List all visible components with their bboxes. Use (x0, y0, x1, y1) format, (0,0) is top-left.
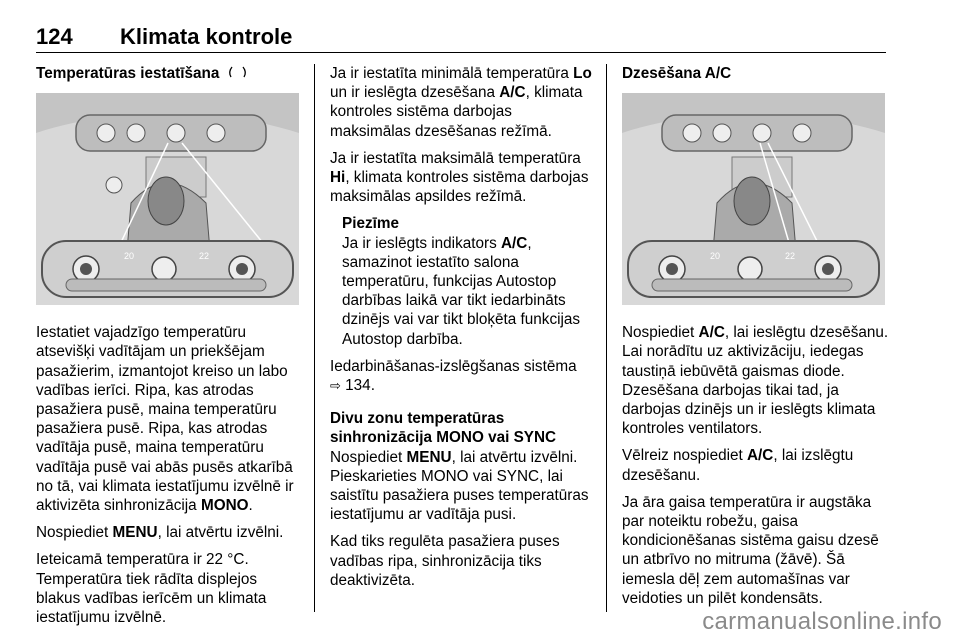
figure-display-right: 22 (199, 251, 210, 262)
column-divider-1 (314, 64, 315, 612)
note-box (342, 214, 594, 348)
paragraph: Nospiediet MENU, lai atvērtu izvēlni. (36, 524, 284, 542)
page-ref-arrow-icon: ⇨ (330, 378, 341, 394)
page-number: 124 (36, 24, 73, 49)
page-ref-link[interactable]: 134 (345, 377, 371, 395)
paragraph: Ja ir iestatīta minimālā temperatūra Lo un ir ieslēgta dzesēšana A/C, klimata kontroles sistēma darbojas maksimālas dzesēšanas režīmā. (330, 65, 592, 140)
column-3 (622, 64, 890, 616)
section-heading-sync: Divu zonu temperatūras sinhronizācija MONO vai SYNC (330, 410, 557, 447)
figure-climate-panel-2 (622, 93, 885, 305)
paragraph: Nospiediet MENU, lai atvērtu izvēlni. Pieskarieties MONO vai SYNC, lai saistītu pasažiera puses temperatūras iestatījumu ar vadītāja pusi. (330, 448, 589, 524)
watermark: carmanualsonline.info (702, 608, 942, 635)
section-heading-temperature: Temperatūras iestatīšana (36, 64, 304, 83)
section-heading-ac: Dzesēšana A/C (622, 65, 732, 82)
paragraph: Iestatiet vajadzīgo temperatūru atsevišķi vadītājam un priekšējam pasažierim, izmantojot kreiso un labo vadības ierīci. Ripa, kas atrodas pasažiera pusē, maina temperatūru pasažiera pusē. Ripa, kas atrodas vadītāja pusē, maina temperatūru vadītāja pusē vai abās pusēs atkarībā no tā, vai klimata iestatījumu izvēlnē ir aktivizēta sinhronizācija MONO. (36, 324, 294, 515)
chapter-title: Klimata kontrole (120, 24, 293, 49)
column-1 (36, 64, 304, 635)
paragraph: Ja āra gaisa temperatūra ir augstāka par noteiktu robežu, gaisa kondicionēšanas sistēma gaisu dzesē un atbrīvo no mitruma (žāvē). Šā iemesla dēļ zem automašīnas var veidoties un pilēt kondensāts. (622, 493, 879, 607)
figure-climate-panel-1 (36, 93, 299, 305)
paragraph: Iedarbināšanas-izslēgšanas sistēma ⇨ 134. (330, 357, 577, 395)
column-divider-2 (606, 64, 607, 612)
paragraph: Kad tiks regulēta pasažiera puses vadības ripa, sinhronizācija tiks deaktivizēta. (330, 533, 560, 589)
paragraph: Ieteicamā temperatūra ir 22 °C. Temperatūra tiek rādīta displejos blakus vadības ierīcēm un klimata iestatījumu izvēlnē. (36, 551, 267, 627)
note-title: Piezīme (342, 215, 399, 233)
column-2 (330, 64, 594, 598)
page-header (36, 24, 886, 53)
temperature-knob-icon (224, 65, 250, 79)
paragraph: Vēlreiz nospiediet A/C, lai izslēgtu dzesēšanu. (622, 447, 854, 484)
note-text: Ja ir ieslēgts indikators A/C, samazinot iestatīto salona temperatūru, funkcijas Autostop darbības laikā var tikt iedarbināts dzinējs vai var tikt bloķēta funkcijas Autostop darbība. (342, 234, 581, 348)
paragraph: Nospiediet A/C, lai ieslēgtu dzesēšanu. Lai norādītu uz aktivizāciju, iedegas taustiņā iebūvētā gaismas diode. Dzesēšana darbojas tikai tad, ja darbojas dzinējs un ir ieslēgts klimata kontroles ventilators. (622, 324, 889, 438)
figure-display-left: 20 (710, 251, 721, 262)
paragraph: Ja ir iestatīta maksimālā temperatūra Hi, klimata kontroles sistēma darbojas maksimālas apsildes režīmā. (330, 149, 589, 206)
figure-display-right: 22 (785, 251, 796, 262)
figure-display-left: 20 (124, 251, 135, 262)
